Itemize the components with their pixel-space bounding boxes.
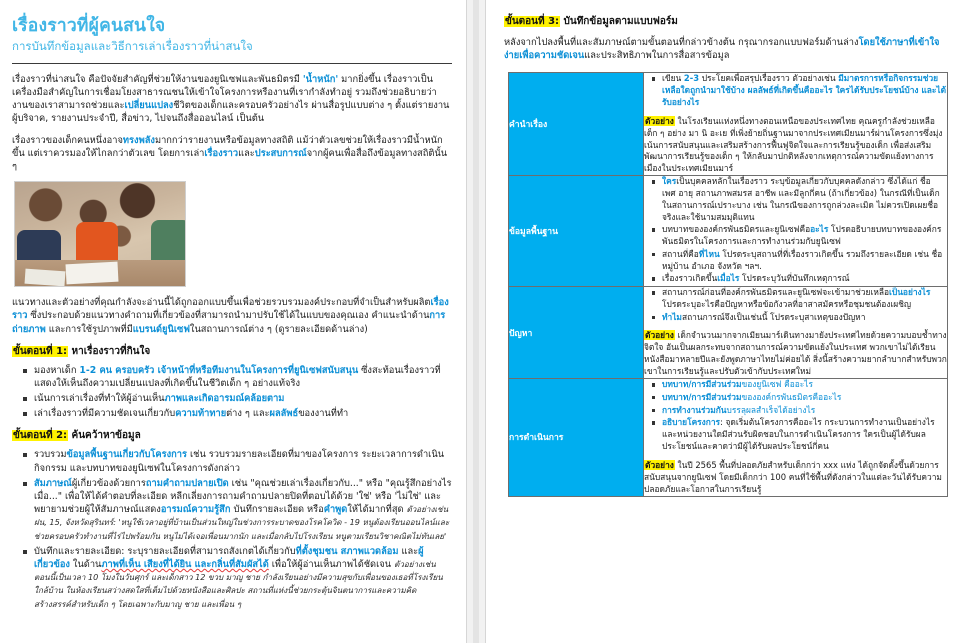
s2b2-part1: ผู้เกี่ยวข้องด้วยการ xyxy=(71,477,146,489)
row1-bullets xyxy=(644,176,947,285)
s2b3-part1: บันทึกและรายละเอียด: ระบุรายละเอียดที่สามารถสังเกตได้เกี่ยวกับ xyxy=(34,545,296,557)
para2-emphasis3: ประสบการณ์ xyxy=(254,147,307,159)
para3-emphasis2: การถ่ายภาพ xyxy=(12,310,446,335)
s2b2-part4: ให้ได้มากที่สุด xyxy=(347,504,404,516)
row2-example-tag: ตัวอย่าง xyxy=(645,330,674,341)
row-label-intro: คำนำเรื่อง xyxy=(509,73,644,176)
s2b2-emphasis2: ถามคำถามปลายเปิด xyxy=(145,477,229,489)
row-label-problem: ปัญหา xyxy=(509,287,644,379)
intro-paragraph-3 xyxy=(12,296,452,336)
r3b3-emphasis1: อธิบายโครงการ xyxy=(662,417,721,428)
row-content-intro[interactable] xyxy=(644,73,948,176)
para2-part2: มากกว่ารายงานหรือข้อมูลทางสถิติ แม้ว่าตัวเลขช่วยให้เรื่องราวมีน้ำหนักขึ้น แต่เราควรมองให้ไกลกว่าตัวเลข โดยการเล่า xyxy=(12,134,443,159)
list-item xyxy=(662,273,947,285)
s2b2-part3: บันทึกรายละเอียด หรือ xyxy=(230,504,324,516)
r3b3-part1: : จุดเริ่มต้นโครงการคืออะไร กระบวนการทำงานเป็นอย่างไร และหน่วยงานใดมีส่วนรับผิดชอบในการดำเนินโครงการ ใครเป็นผู้ได้รับผลประโยชน์และคาดว่ามีผู้ได้รับผลประโยชน์กี่คน xyxy=(662,417,935,451)
r3b1-emphasis1: บทบาท/การมีส่วนร่วม xyxy=(662,391,742,402)
s1b3-part2: ต่าง ๆ และ xyxy=(226,408,270,420)
table-row xyxy=(509,73,948,176)
s2b3-part4: เพื่อให้ผู้อ่านเห็นภาพได้ชัดเจน xyxy=(268,558,392,570)
r1b1-part1: บทบาทขององค์กรพันธมิตรและยูนิเซฟคือ xyxy=(662,224,811,235)
s2b2-emphasis1: สัมภาษณ์ xyxy=(34,477,72,489)
row0-example-text: ในโรงเรียนแห่งหนึ่งทางตอนเหนือของประเทศไทย คุณครูกำลังช่วยเหลือเด็ก ๆ อย่าง มา นิ อะเย ที่เพิ่งย้ายถิ่นฐานมาจากประเทศเมียนมาร์ผ่านโครงการซึ่งมุ่งเน้นการสนับสนุนและเสริมสร้างการฟื้นฟูจิตใจและการเรียนรู้ของเด็ก เพื่อส่งเสริมพัฒนาการเรียนรู้ของเด็ก ๆ ให้กลับมาปกติหลังจากเหตุการณ์ความขัดแย้งทางการเมืองในประเทศเมียนมาร์ xyxy=(644,115,943,174)
s1b2-emphasis1: ภาพและเกิดอารมณ์คล้อยตาม xyxy=(164,393,285,405)
row-label-basic-info: ข้อมูลพื้นฐาน xyxy=(509,176,644,287)
page-subtitle: การบันทึกข้อมูลและวิธีการเล่าเรื่องราวที่น่าสนใจ xyxy=(12,38,253,53)
para1-emphasis1: 'น้ำหนัก' xyxy=(302,73,339,85)
page-right xyxy=(492,0,960,643)
step-3-intro xyxy=(504,36,948,62)
step-1-bullet-list xyxy=(12,364,452,421)
r3b0-emphasis1: บทบาท/การมีส่วนร่วม xyxy=(662,379,742,390)
s2b3-italic-example: ตัวอย่างเช่น ตอนนี้เป็นเวลา 10 โมงในวันศุกร์ และเด็กสาว 12 ขวบ มาญู ชาย กำลังเรียนอย่างมีความสุขกับเพื่อนของเธอที่โรงเรียนใกล้บ้าน ในห้องเรียนสว่างสดใสที่เต็มไปด้วยหนังสือและศิลปะ สถานที่แห่งนี้ช่วยกระตุ้นจินตนาการและความคิดสร้างสรรค์สำหรับเด็ก ๆ โดยเฉพาะกับมาญู ชาย และเพื่อน ๆ xyxy=(34,558,443,609)
s2b3-part3: ในด้าน xyxy=(69,558,102,570)
list-item xyxy=(662,417,947,452)
table-row xyxy=(509,379,948,496)
page-spine-divider xyxy=(466,0,492,643)
r3b2-emphasis1: การทำงานร่วมกัน xyxy=(662,404,727,415)
s2b1-part1: รวบรวม xyxy=(34,449,67,461)
row2-bullets xyxy=(644,287,947,323)
s1b3-part1: เล่าเรื่องราวที่มีความชัดเจนเกี่ยวกับ xyxy=(34,408,176,420)
r2b1-emphasis1: ทำไม xyxy=(662,311,682,322)
table-row xyxy=(509,287,948,379)
row3-example xyxy=(644,460,947,496)
row2-example-text: เด็กจำนวนมากจากเมียนมาร์เดินทางมายังประเทศไทยด้วยความบอบช้ำทางจิตใจ อันเป็นผลกระทบจากสถานการณ์ความขัดแย้งในประเทศ พวกเขาไม่ได้เรียนหนังสือมาหลายปีและยังพูดภาษาไทยไม่ค่อยได้ สิ่งนี้สร้างความยากลำบากสำหรับพวกเขาในการเรียนรู้และปรับตัวเข้ากับประเทศใหม่ xyxy=(644,330,947,377)
list-item xyxy=(34,448,452,474)
photo-paper-left xyxy=(25,269,66,287)
r1b1-emphasis1: อะไร xyxy=(810,224,829,235)
step-2-bullet-list xyxy=(12,448,452,610)
s1b2-part1: เน้นการเล่าเรื่องที่ทำให้ผู้อ่านเห็น xyxy=(34,393,165,405)
r1b2-part2: โปรดระบุสถานที่ที่เรื่องราวเกิดขึ้น รวมถึงรายละเอียด เช่น ชื่อหมู่บ้าน อำเภอ จังหวัด ฯลฯ. xyxy=(662,248,943,271)
para3-part3: และการใช้รูปภาพที่มี xyxy=(45,323,133,335)
row3-bullets xyxy=(644,379,947,453)
r1b0-part1: เป็นบุคคลหลักในเรื่องราว ระบุข้อมูลเกี่ยวกับบุคคลดังกล่าว ซึ่งได้แก่ ชื่อ เพศ อายุ สถานภาพสมรส อาชีพ และมีลูกกี่คน (ถ้าเกี่ยวข้อง) ในกรณีที่เป็นเด็กในสถานการณ์เปราะบาง เช่น ในกรณีของการถูกล่วงละเมิด ไม่ควรเปิดเผยชื่อจริงและใช้นามสมมุติแทน xyxy=(662,176,940,222)
para3-emphasis3: แบรนด์ยูนิเซฟ xyxy=(132,323,190,335)
r2b0-part1: สถานการณ์ก่อนที่องค์กรพันธมิตรและยูนิเซฟจะเข้ามาช่วยเหลือ xyxy=(662,287,890,298)
s1b1-emphasis1: 1-2 คน ครอบครัว เจ้าหน้าที่หรือทีมงานในโครงการที่ยูนิเซฟสนับสนุน xyxy=(79,364,359,376)
title-divider xyxy=(12,63,452,64)
intro-part2: และประสิทธิภาพในการสื่อสารข้อมูล xyxy=(584,50,730,62)
step-2-label: ขั้นตอนที่ 2: xyxy=(13,430,68,442)
s2b1-emphasis1: ข้อมูลพื้นฐานเกี่ยวกับโครงการ xyxy=(66,449,188,461)
s1b3-emphasis1: ความท้าทาย xyxy=(175,408,227,420)
r0b0-part3: ตัวอย่างเช่น xyxy=(789,73,839,84)
r1b3-part2: โปรดระบุวันที่บันทึกเหตุการณ์ xyxy=(739,273,850,284)
list-item xyxy=(34,392,452,405)
para1-emphasis2: เปลี่ยนแปลง xyxy=(124,100,174,112)
s2b3-emphasis2: ผู้เกี่ยวข้อง xyxy=(34,545,424,570)
s2b3-emphasis1: ที่ตั้งชุมชน สภาพแวดล้อม xyxy=(295,545,399,557)
r1b0-emphasis1: ใคร xyxy=(662,176,677,187)
para2-part1: เรื่องราวของเด็กคนหนึ่งอาจ xyxy=(12,134,123,146)
s2b2-italic-example: ตัวอย่างเช่น ฝน, 15, จังหวัดสุรินทร์: 'หนูใช้เวลาอยู่ที่บ้านเป็นส่วนใหญ่ในช่วงการระบาดของโรคโควิด - 19 หนูต้องเรียนออนไลน์และช่วยครอบครัวทำงานที่ไร่ไปพร้อมกัน หนูไม่ได้เจอเพื่อนมากนัก และเมื่อกลับไปโรงเรียน หนูตามเรียนวิชาคณิตไม่ทันเลย' xyxy=(34,504,450,541)
r1b2-emphasis1: ที่ไหน xyxy=(698,248,720,259)
list-item xyxy=(662,312,947,324)
list-item xyxy=(662,249,947,273)
r3b2-part1: บรรลุผลสำเร็จได้อย่างไร xyxy=(726,404,816,415)
para3-part4: ในสถานการณ์ต่าง ๆ (ดูรายละเอียดด้านล่าง) xyxy=(189,323,368,335)
row0-example xyxy=(644,116,947,176)
list-item xyxy=(662,224,947,248)
r3b0-part1: ของยูนิเซฟ คืออะไร xyxy=(741,379,813,390)
step-3-title: บันทึกข้อมูลตามแบบฟอร์ม xyxy=(560,16,678,27)
intro-paragraph-1 xyxy=(12,73,452,126)
para2-emphasis1: ทรงพลัง xyxy=(122,134,155,146)
r2b1-part1: สถานการณ์จึงเป็นเช่นนี้ โปรดระบุสาเหตุของปัญหา xyxy=(681,311,866,322)
r0b0-emphasis1: 2-3 xyxy=(683,73,700,84)
r1b3-part1: เรื่องราวเกิดขึ้น xyxy=(662,273,718,284)
list-item xyxy=(34,407,452,420)
s1b3-part3: ของงานที่ทำ xyxy=(298,408,349,420)
para1-part2: มากยิ่งขึ้น เรื่องราวเป็นเครื่องมือสำคัญในการเชื่อมโยงสาธารณชนให้เข้าใจโครงการหรืองานที่เรากำลังทำอยู่ รวมถึงช่วยอธิบายว่างานของเราสามารถช่วยและ xyxy=(12,73,437,112)
s2b3-part2: และ xyxy=(398,545,419,557)
list-item xyxy=(34,364,452,390)
row-content-basic-info[interactable] xyxy=(644,176,948,287)
photo-paper-center xyxy=(66,262,119,285)
step-3-heading xyxy=(504,14,948,29)
row0-example-tag: ตัวอย่าง xyxy=(645,115,674,126)
list-item xyxy=(34,477,452,543)
s1b1-part2: ซึ่งสะท้อนเรื่องราวที่แสดงให้เห็นถึงความเปลี่ยนแปลงที่เกิดขึ้นในชีวิตเด็ก ๆ อย่างแท้จริง xyxy=(34,364,441,389)
page-title: เรื่องราวที่ผู้คนสนใจ xyxy=(12,16,166,36)
story-form-table xyxy=(508,72,948,496)
step-1-heading xyxy=(12,345,452,358)
r0b0-part1: เขียน xyxy=(662,73,684,84)
list-item xyxy=(662,287,947,311)
para2-part3: และ xyxy=(238,147,255,159)
s2b2-emphasis3: อารมณ์ความรู้สึก xyxy=(160,504,231,516)
row3-example-tag: ตัวอย่าง xyxy=(645,459,674,470)
r1b1-part2: โปรดอธิบายบทบาทขององค์กรพันธมิตรในโครงการและการทำงานร่วมกับยูนิเซฟ xyxy=(662,224,942,247)
list-item xyxy=(662,379,947,391)
para3-part1: แนวทางและตัวอย่างที่คุณกำลังจะอ่านนี้ได้ถูกออกแบบขึ้นเพื่อช่วยรวบรวมองค์ประกอบที่จำเป็นสำหรับผลิต xyxy=(12,297,431,309)
step-2-heading xyxy=(12,429,452,442)
r3b1-part1: ขององค์กรพันธมิตรคืออะไร xyxy=(741,391,842,402)
row0-bullets xyxy=(644,73,947,108)
step-2-title: ค้นคว้าหาข้อมูล xyxy=(68,430,141,442)
r2b0-part2: โปรดระบุอะไรคือปัญหาหรือข้อกังวลที่อาสาสมัครหรือชุมชนต้องเผชิญ xyxy=(662,298,912,309)
row-content-problem[interactable] xyxy=(644,287,948,379)
para3-emphasis1: เรื่องราว xyxy=(12,297,449,322)
step-3-label: ขั้นตอนที่ 3: xyxy=(505,16,560,27)
list-item xyxy=(662,73,947,108)
page-left xyxy=(0,0,466,643)
para3-part2: ซึ่งประกอบด้วยแนวทางคำถามที่เกี่ยวข้องที่สามารถนำมาปรับใช้ได้ในแบบของคุณเอง คำแนะนำด้าน xyxy=(27,310,430,322)
s1b3-emphasis2: ผลลัพธ์ xyxy=(269,408,299,420)
para1-part3: ชีวิตของเด็กและครอบครัวอย่างไร ผ่านสื่อรูปแบบต่าง ๆ ตั้งแต่รายงานผู้บริจาค, รายงานประจำปี, สื่อข่าว, ไปจนถึงสื่อออนไลน์ เป็นต้น xyxy=(12,100,450,125)
list-item xyxy=(34,545,452,611)
intro-emphasis1: โดยใช้ภาษาที่เข้าใจง่ายเพื่อความชัดเจน xyxy=(504,37,940,62)
intro-part1: หลังจากไปลงพื้นที่และสัมภาษณ์ตามขั้นตอนที่กล่าวข้างต้น กรุณากรอกแบบฟอร์มด้านล่าง xyxy=(504,37,859,48)
row-content-action[interactable] xyxy=(644,379,948,496)
children-writing-photo xyxy=(14,181,186,287)
s1b1-part1: มองหาเด็ก xyxy=(34,364,80,376)
para2-part4: จากผู้คนเพื่อสื่อถึงข้อมูลทางสถิตินั้น ๆ xyxy=(12,147,448,172)
step-1-title: หาเรื่องราวที่กินใจ xyxy=(68,345,151,357)
row3-example-text: ในปี 2565 พื้นที่ปลอดภัยสำหรับเด็กกว่า xxx แห่ง ได้ถูกจัดตั้งขึ้นด้วยการสนับสนุนจากยูนิเซฟ โดยมีเด็กกว่า 100 คนที่ใช้พื้นที่ดังกล่าวในแต่ละวันได้รับความปลอดภัยและโอกาสในการเรียนรู้ xyxy=(644,459,942,494)
row2-example xyxy=(644,330,947,378)
s2b2-emphasis4: คำพูด xyxy=(323,504,348,516)
list-item xyxy=(662,176,947,223)
para1-part1: เรื่องราวที่น่าสนใจ คือปัจจัยสำคัญที่ช่วยให้งานของยูนิเซฟและพันธมิตรมี xyxy=(12,73,303,85)
list-item xyxy=(662,392,947,404)
table-row xyxy=(509,176,948,287)
s2b2-part2: เช่น "คุณช่วยเล่าเรื่องเกี่ยวกับ..." หรือ "คุณรู้สึกอย่างไรเมื่อ..." เพื่อให้ได้คำตอบที่ละเอียด หลีกเลี่ยงการถามคำถามปลายปิดที่ตอบได้ด้วย 'ใช่' หรือ 'ไม่ใช่' และพยายามช่วยผู้ให้สัมภาษณ์แสดง xyxy=(34,477,452,516)
s2b1-part2: เช่น รวบรวมรายละเอียดที่มาของโครงการ ระยะเวลาการดำเนินกิจกรรม และบทบาทของยูนิเซฟในโครงการดังกล่าว xyxy=(34,449,445,474)
list-item xyxy=(662,405,947,417)
r1b2-part1: สถานที่คือ xyxy=(662,248,699,259)
r1b3-emphasis1: เมื่อไร xyxy=(717,273,740,284)
intro-paragraph-2 xyxy=(12,134,452,174)
row-label-action: การดำเนินการ xyxy=(509,379,644,496)
r0b0-emphasis2: ประโยคเพื่อสรุปเรื่องราว xyxy=(701,73,790,84)
r0b0-emphasis3: มีมาตรการหรือกิจกรรมช่วยเหลือใดถูกนำมาใช้บ้าง ผลลัพธ์ที่เกิดขึ้นคืออะไร ใครได้รับประโยชน์บ้าง และได้รับอย่างไร xyxy=(662,73,947,107)
para2-emphasis2: เรื่องราว xyxy=(204,147,239,159)
r2b0-emphasis1: เป็นอย่างไร xyxy=(889,287,931,298)
s2b3-underline1: ภาพที่เห็น เสียงที่ได้ยิน และกลิ่นที่สัมผัสได้ xyxy=(101,558,269,570)
step-1-label: ขั้นตอนที่ 1: xyxy=(13,345,68,357)
